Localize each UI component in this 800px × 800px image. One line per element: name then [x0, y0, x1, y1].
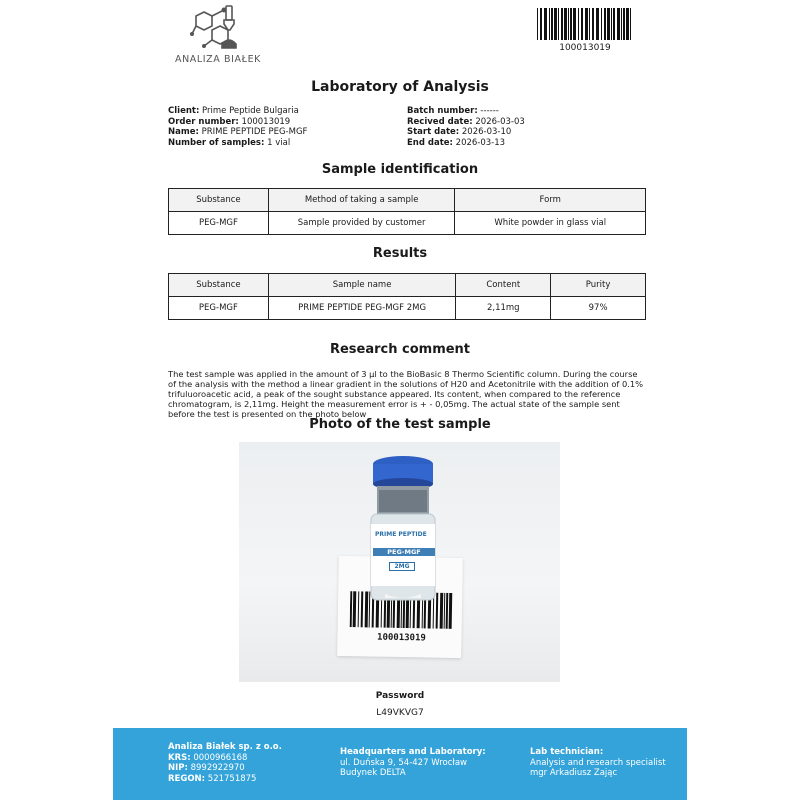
column-header: Method of taking a sample: [268, 189, 455, 212]
detail-value: 2026-03-13: [452, 137, 506, 148]
table-cell: 2,11mg: [456, 297, 551, 320]
tech-role: Analysis and research specialist: [530, 757, 666, 768]
table-cell: PEG-MGF: [169, 297, 269, 320]
detail-value: 2026-03-03: [472, 116, 525, 127]
detail-row: [168, 138, 307, 149]
footer-company: [168, 742, 282, 784]
detail-value: 100013019: [238, 116, 291, 127]
table-cell: PRIME PEPTIDE PEG-MGF 2MG: [268, 297, 456, 320]
detail-value: 521751875: [205, 773, 257, 784]
barcode-number: 100013019: [559, 43, 611, 53]
table-cell: White powder in glass vial: [455, 212, 646, 235]
table-header-row: [169, 189, 646, 212]
table-cell: 97%: [551, 297, 646, 320]
detail-label: Batch number:: [407, 106, 478, 116]
detail-label: Number of samples:: [168, 137, 265, 148]
footer: [113, 728, 687, 800]
page-title: Laboratory of Analysis: [311, 79, 489, 95]
table-cell: Sample provided by customer: [268, 212, 455, 235]
detail-label: REGON:: [168, 773, 206, 784]
tech-title: Lab technician:: [530, 747, 604, 757]
column-header: Content: [456, 274, 551, 297]
footer-headquarters: [340, 747, 486, 779]
sample-photo: [239, 442, 560, 682]
detail-row: [168, 774, 282, 785]
footer-technician: [530, 747, 666, 779]
hq-title: Headquarters and Laboratory:: [340, 747, 486, 757]
detail-value: 1 vial: [264, 137, 291, 148]
table-row: [169, 212, 646, 235]
detail-row: [168, 763, 282, 774]
date-details: [407, 106, 525, 148]
column-header: Substance: [169, 274, 269, 297]
research-comment-text: The test sample was applied in the amount of 3 µl to the BioBasic 8 Thermo Scientific column. During the course of the analysis with the method a linear gradient in the solutions of H20 and Acetonitrile with the addition of 0.1% trifuluoroacetic acid, a peak of the sought substance appeared. Its content, when compared to the reference chromatogram, is 2,11mg. Height the measurement error is + - 0,05mg. The actual state of the sample sent before the test is presented on the photo below: [168, 369, 644, 419]
tech-name: mgr Arkadiusz Zając: [530, 768, 618, 778]
detail-label: Analiza Białek sp. z o.o.: [168, 742, 282, 752]
detail-value: 0000966168: [190, 752, 248, 763]
detail-row: [168, 117, 307, 128]
photo-barcode-number: 100013019: [376, 632, 426, 644]
vial-brand: PRIME PEPTIDE: [375, 531, 427, 538]
order-details: [168, 106, 307, 148]
detail-row: [168, 742, 282, 753]
sample-identification-heading: Sample identification: [321, 162, 479, 177]
detail-value: Prime Peptide Bulgaria: [199, 106, 299, 116]
results-table: [168, 273, 646, 320]
column-header: Sample name: [268, 274, 456, 297]
vial-dose: 2MG: [389, 562, 415, 571]
table-header-row: [169, 274, 646, 297]
detail-row: [407, 138, 525, 149]
hq-building: Budynek DELTA: [340, 768, 406, 778]
sample-identification-table: [168, 188, 646, 235]
results-heading: Results: [372, 246, 428, 261]
detail-row: [168, 753, 282, 764]
detail-label: Client:: [168, 106, 200, 116]
detail-label: KRS:: [168, 752, 191, 763]
detail-row: [407, 127, 525, 138]
barcode: [537, 8, 633, 40]
photo-heading: Photo of the test sample: [309, 417, 491, 432]
table-row: [169, 297, 646, 320]
logo-text: ANALIZA BIAŁEK: [174, 54, 261, 65]
column-header: Form: [455, 189, 646, 212]
password-label: Password: [375, 691, 425, 701]
molecule-flask-icon: [190, 4, 246, 54]
vial-product: PEG-MGF: [373, 548, 435, 556]
detail-label: Recived date:: [407, 116, 473, 127]
research-comment-heading: Research comment: [329, 342, 471, 357]
detail-value: 2026-03-10: [459, 127, 512, 138]
detail-value: 8992922970: [187, 763, 245, 773]
detail-row: [168, 127, 307, 138]
detail-label: Start date:: [407, 127, 460, 138]
detail-label: NIP:: [168, 763, 188, 773]
detail-label: End date:: [407, 137, 453, 148]
detail-row: [407, 117, 525, 128]
detail-label: Order number:: [168, 116, 239, 127]
detail-label: Name:: [168, 127, 199, 138]
detail-row: [168, 106, 307, 117]
detail-value: PRIME PEPTIDE PEG-MGF: [198, 127, 308, 138]
detail-value: ------: [477, 106, 499, 116]
detail-row: [407, 106, 525, 117]
sample-vial: [367, 454, 439, 602]
table-cell: PEG-MGF: [169, 212, 269, 235]
company-logo: [168, 4, 268, 70]
column-header: Substance: [169, 189, 269, 212]
hq-address: ul. Duńska 9, 54-427 Wrocław: [340, 757, 467, 768]
password-value: L49VKVG7: [376, 708, 424, 718]
column-header: Purity: [551, 274, 646, 297]
